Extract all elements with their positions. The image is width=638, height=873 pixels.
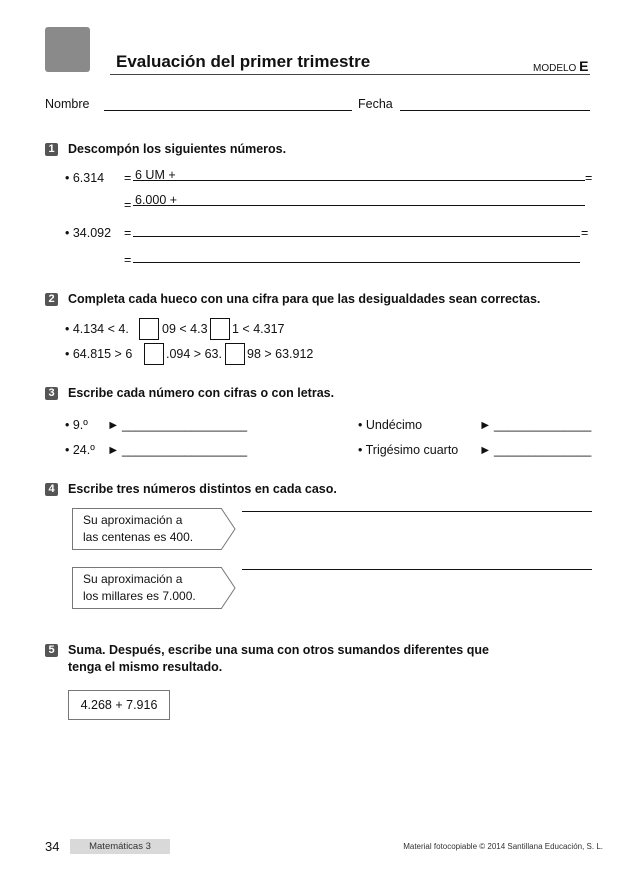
exercise-1-title: Descompón los siguientes números. <box>68 142 287 156</box>
note-pointer <box>221 567 237 609</box>
note-line: los millares es 7.000. <box>83 589 196 603</box>
copyright-text: Material fotocopiable © 2014 Santillana Educación, S. L. <box>403 842 603 851</box>
ex3-item-label: • Trigésimo cuarto <box>358 443 459 457</box>
ex3-answer-blank[interactable]: ______________ <box>494 443 592 457</box>
ex3-answer-blank[interactable]: __________________ <box>122 418 248 432</box>
ex1-line-a2[interactable] <box>133 205 585 206</box>
ex4-answer-line-1[interactable] <box>242 511 592 512</box>
ex2-row1-part3: 1 < 4.317 <box>232 322 285 336</box>
ex1-equals-end: = <box>585 171 593 185</box>
ex1-number-b: • 34.092 <box>65 226 112 240</box>
ex2-digit-box[interactable] <box>210 318 230 340</box>
exercise-5-title-line2: tenga el mismo resultado. <box>68 660 223 674</box>
page-number: 34 <box>45 839 60 854</box>
note-line: Su aproximación a <box>83 513 183 527</box>
exercise-number-3: 3 <box>45 387 58 400</box>
fecha-label: Fecha <box>358 97 393 111</box>
arrow-icon: ► <box>107 418 120 432</box>
ex3-item-label: • 24.º <box>65 443 95 457</box>
subject-tag: Matemáticas 3 <box>70 839 170 854</box>
ex1-equals: = <box>124 198 132 212</box>
nombre-label: Nombre <box>45 97 90 111</box>
fecha-field[interactable] <box>400 110 590 111</box>
arrow-icon: ► <box>479 443 492 457</box>
header-rule <box>110 74 590 75</box>
ex2-row2-part2: .094 > 63. <box>166 347 222 361</box>
note-line: Su aproximación a <box>83 572 183 586</box>
ex1-equals: = <box>124 253 132 267</box>
modelo-letter: E <box>579 58 589 74</box>
ex2-digit-box[interactable] <box>144 343 164 365</box>
ex1-equals: = <box>124 171 132 185</box>
note-line: las centenas es 400. <box>83 530 194 544</box>
exercise-number-2: 2 <box>45 293 58 306</box>
ex2-row1-part1: • 4.134 < 4. <box>65 322 129 336</box>
ex2-row1-part2: 09 < 4.3 <box>162 322 208 336</box>
ex1-answer-a1: 6 UM + <box>135 168 176 182</box>
exercise-4-title: Escribe tres números distintos en cada caso. <box>68 482 337 496</box>
ex4-answer-line-2[interactable] <box>242 569 592 570</box>
ex3-item-label: • 9.º <box>65 418 88 432</box>
ex4-note-centenas <box>72 508 237 550</box>
ex1-equals: = <box>124 226 132 240</box>
ex3-answer-blank[interactable]: ______________ <box>494 418 592 432</box>
arrow-icon: ► <box>107 443 120 457</box>
note-pointer <box>221 508 237 550</box>
exercise-2-title: Completa cada hueco con una cifra para que las desigualdades sean correctas. <box>68 292 541 306</box>
ex2-row2-part1: • 64.815 > 6 <box>65 347 133 361</box>
exercise-5-title-line1: Suma. Después, escribe una suma con otros sumandos diferentes que <box>68 643 489 657</box>
ex1-line-b1[interactable] <box>133 236 580 237</box>
exercise-number-5: 5 <box>45 644 58 657</box>
nombre-field[interactable] <box>104 110 352 111</box>
ex3-item-label: • Undécimo <box>358 418 423 432</box>
header-badge <box>45 27 90 72</box>
ex5-sum-box: 4.268 + 7.916 <box>68 690 170 720</box>
ex1-line-b2[interactable] <box>133 262 580 263</box>
modelo-label: MODELO E <box>533 58 589 74</box>
page-title: Evaluación del primer trimestre <box>116 52 371 71</box>
ex1-answer-a2: 6.000 + <box>135 193 178 207</box>
ex2-row2-part3: 98 > 63.912 <box>247 347 314 361</box>
ex1-equals-end: = <box>581 226 589 240</box>
ex1-number-a: • 6.314 <box>65 171 105 185</box>
ex1-line-a1[interactable] <box>133 180 585 181</box>
exercise-3-title: Escribe cada número con cifras o con letras. <box>68 386 335 400</box>
ex4-note-millares <box>72 567 237 609</box>
ex3-answer-blank[interactable]: __________________ <box>122 443 248 457</box>
ex2-digit-box[interactable] <box>225 343 245 365</box>
exercise-number-1: 1 <box>45 143 58 156</box>
ex2-digit-box[interactable] <box>139 318 159 340</box>
arrow-icon: ► <box>479 418 492 432</box>
exercise-number-4: 4 <box>45 483 58 496</box>
